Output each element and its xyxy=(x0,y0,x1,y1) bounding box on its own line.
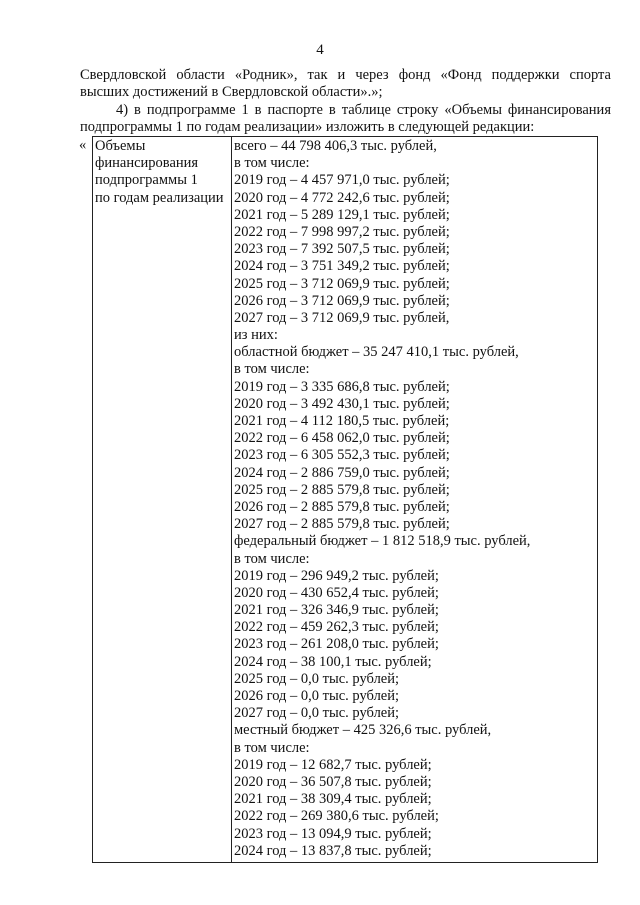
value-line: областной бюджет – 35 247 410,1 тыс. рублей, xyxy=(234,344,519,361)
label-line: по годам реализации xyxy=(95,189,224,206)
value-line: в том числе: xyxy=(234,155,310,172)
value-line: 2023 год – 6 305 552,3 тыс. рублей; xyxy=(234,447,450,464)
value-line: 2021 год – 4 112 180,5 тыс. рублей; xyxy=(234,413,450,429)
value-line: в том числе: xyxy=(234,550,310,567)
value-line: 2027 год – 2 885 579,8 тыс. рублей; xyxy=(234,516,450,533)
label-line: финансирования xyxy=(95,155,199,172)
paragraph-line: 4) в подпрограмме 1 в паспорте в таблице строку «Объемы финансирования xyxy=(116,102,611,118)
page-number: 4 xyxy=(316,42,324,58)
value-line: 2023 год – 13 094,9 тыс. рублей; xyxy=(234,825,432,842)
table-row xyxy=(93,137,598,863)
value-line: 2019 год – 3 335 686,8 тыс. рублей; xyxy=(234,378,450,395)
value-line: 2024 год – 3 751 349,2 тыс. рублей; xyxy=(234,258,450,275)
value-line: местный бюджет – 425 326,6 тыс. рублей, xyxy=(234,722,492,739)
value-line: из них: xyxy=(234,327,278,344)
value-line: 2025 год – 3 712 069,9 тыс. рублей; xyxy=(234,275,450,292)
value-line: 2022 год – 7 998 997,2 тыс. рублей; xyxy=(234,223,450,240)
value-line: 2020 год – 36 507,8 тыс. рублей; xyxy=(234,773,432,790)
label-line: Объемы xyxy=(95,138,146,154)
amendment-paragraph xyxy=(80,102,611,136)
value-line: 2024 год – 2 886 759,0 тыс. рублей; xyxy=(234,464,450,481)
value-line: 2019 год – 4 457 971,0 тыс. рублей; xyxy=(234,172,450,189)
value-line: 2020 год – 4 772 242,6 тыс. рублей; xyxy=(234,189,450,206)
value-line: 2019 год – 12 682,7 тыс. рублей; xyxy=(234,756,432,773)
value-line: 2021 год – 38 309,4 тыс. рублей; xyxy=(234,791,432,808)
value-line: 2025 год – 2 885 579,8 тыс. рублей; xyxy=(234,481,450,498)
financing-table xyxy=(92,136,598,863)
value-line: 2026 год – 0,0 тыс. рублей; xyxy=(234,688,400,704)
row-value-cell xyxy=(232,137,598,863)
value-line: 2022 год – 269 380,6 тыс. рублей; xyxy=(234,808,439,825)
paragraph-line: Свердловской области «Родник», так и через фонд «Фонд поддержки спорта xyxy=(80,67,611,83)
opening-quote-mark: « xyxy=(79,137,87,153)
value-line: всего – 44 798 406,3 тыс. рублей, xyxy=(234,138,437,154)
value-line: 2020 год – 430 652,4 тыс. рублей; xyxy=(234,584,439,601)
value-line: в том числе: xyxy=(234,739,310,756)
value-line: 2022 год – 6 458 062,0 тыс. рублей; xyxy=(234,430,450,447)
value-line: 2026 год – 3 712 069,9 тыс. рублей; xyxy=(234,292,450,309)
paragraph-line: подпрограммы 1 по годам реализации» изложить в следующей редакции: xyxy=(80,119,535,135)
value-line: 2023 год – 261 208,0 тыс. рублей; xyxy=(234,636,439,653)
value-line: 2021 год – 326 346,9 тыс. рублей; xyxy=(234,602,439,619)
value-line: 2020 год – 3 492 430,1 тыс. рублей; xyxy=(234,395,450,412)
row-label-cell xyxy=(93,137,232,863)
value-line: 2022 год – 459 262,3 тыс. рублей; xyxy=(234,619,439,636)
paragraph-continuation xyxy=(80,67,611,101)
value-line: 2025 год – 0,0 тыс. рублей; xyxy=(234,670,400,687)
value-line: 2026 год – 2 885 579,8 тыс. рублей; xyxy=(234,498,450,515)
value-line: 2027 год – 0,0 тыс. рублей; xyxy=(234,705,400,722)
paragraph-line: высших достижений в Свердловской области».»; xyxy=(80,84,383,100)
value-line: 2024 год – 38 100,1 тыс. рублей; xyxy=(234,653,432,670)
value-line: 2027 год – 3 712 069,9 тыс. рублей, xyxy=(234,309,450,326)
value-line: 2019 год – 296 949,2 тыс. рублей; xyxy=(234,567,439,584)
value-line: в том числе: xyxy=(234,361,310,378)
value-line: 2021 год – 5 289 129,1 тыс. рублей; xyxy=(234,206,450,223)
value-line: 2023 год – 7 392 507,5 тыс. рублей; xyxy=(234,241,450,258)
value-line: федеральный бюджет – 1 812 518,9 тыс. рублей, xyxy=(234,533,531,550)
label-line: подпрограммы 1 xyxy=(95,172,198,189)
value-line: 2024 год – 13 837,8 тыс. рублей; xyxy=(234,842,432,859)
